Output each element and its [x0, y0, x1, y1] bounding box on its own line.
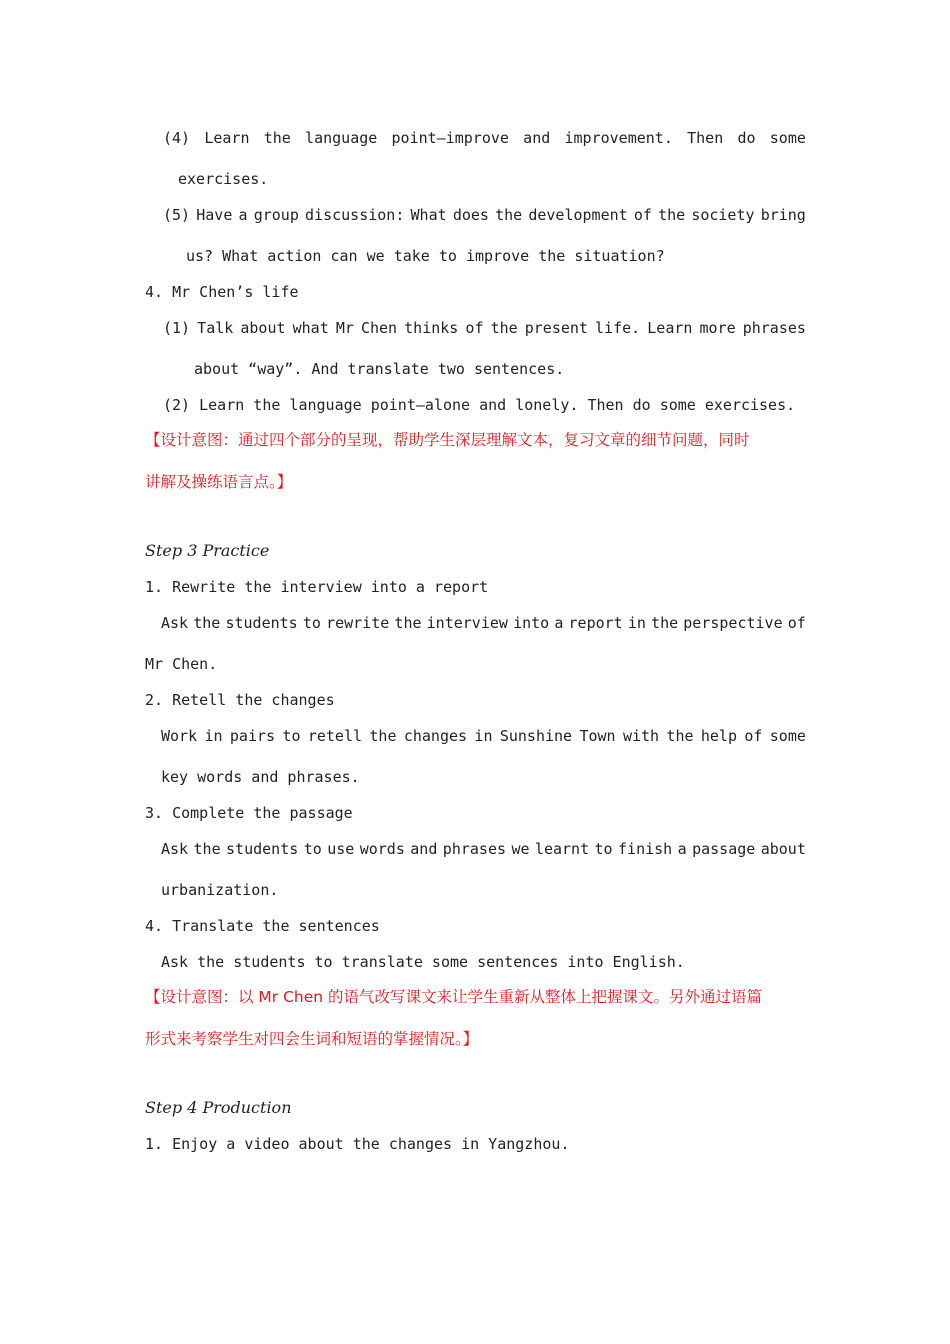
- design-note-1-line2: 讲解及操练语言点。】: [145, 473, 293, 491]
- step4-title: Step 4 Production: [145, 1098, 292, 1117]
- word: report: [568, 614, 623, 632]
- word: a: [554, 614, 564, 632]
- word: help: [700, 727, 737, 745]
- word: finish: [618, 840, 673, 858]
- item4-line2: exercises.: [178, 170, 269, 188]
- heading-mr-chen-life: 4. Mr Chen’s life: [145, 283, 299, 301]
- word: What: [410, 206, 447, 224]
- word: and: [410, 840, 438, 858]
- word: does: [452, 206, 489, 224]
- word: bring: [760, 206, 806, 224]
- word: Learn: [647, 319, 693, 337]
- word: group: [253, 206, 299, 224]
- step3-p1-line2: Mr Chen.: [145, 655, 218, 673]
- word: perspective: [683, 614, 783, 632]
- word: more: [699, 319, 736, 337]
- word: some: [769, 129, 806, 147]
- word: in: [474, 727, 493, 745]
- word: students: [226, 840, 299, 858]
- word: to: [303, 840, 322, 858]
- word: changes: [403, 727, 468, 745]
- design-note-2-line2: 形式来考察学生对四会生词和短语的掌握情况。】: [145, 1030, 479, 1048]
- word: to: [282, 727, 301, 745]
- word: point—improve: [391, 129, 509, 147]
- word: some: [769, 727, 806, 745]
- word: (5): [163, 206, 191, 224]
- word: Talk: [197, 319, 234, 337]
- word: Ask: [161, 840, 189, 858]
- word: language: [305, 129, 378, 147]
- step3-h2: 2. Retell the changes: [145, 691, 335, 709]
- word: (4): [163, 129, 191, 147]
- word: the: [658, 206, 686, 224]
- item5-line2: us? What action can we take to improve the situation?: [186, 247, 665, 265]
- word: do: [737, 129, 756, 147]
- word: to: [302, 614, 321, 632]
- word: use: [327, 840, 355, 858]
- word: the: [394, 614, 422, 632]
- sub1-line1: [163, 318, 806, 338]
- design-note-2-line1: 【设计意图：以 Mr Chen 的语气改写课文来让学生重新从整体上把握课文。另外通过语篇: [145, 988, 763, 1006]
- word: the: [495, 206, 523, 224]
- word: retell: [307, 727, 363, 745]
- step3-h3: 3. Complete the passage: [145, 804, 353, 822]
- word: interview: [426, 614, 508, 632]
- word: and: [523, 129, 551, 147]
- word: development: [528, 206, 628, 224]
- word: Have: [196, 206, 233, 224]
- word: of: [787, 614, 806, 632]
- word: present: [524, 319, 588, 337]
- word: a: [238, 206, 248, 224]
- step3-p1-line1: [161, 613, 806, 633]
- step3-p3-line1: [161, 839, 806, 859]
- word: about: [240, 319, 286, 337]
- word: passage: [692, 840, 756, 858]
- word: of: [633, 206, 652, 224]
- word: words: [359, 840, 405, 858]
- sub1-line2: about “way”. And translate two sentences.: [194, 360, 565, 378]
- word: to: [594, 840, 613, 858]
- word: learnt: [534, 840, 590, 858]
- word: what: [292, 319, 329, 337]
- word: Work: [161, 727, 198, 745]
- word: in: [627, 614, 646, 632]
- step3-p4-line1: Ask the students to translate some sentences into English.: [161, 953, 685, 971]
- word: discussion:: [305, 206, 405, 224]
- word: Then: [687, 129, 724, 147]
- step4-h1: 1. Enjoy a video about the changes in Yangzhou.: [145, 1135, 570, 1153]
- word: in: [204, 727, 223, 745]
- word: the: [666, 727, 694, 745]
- sub2-line1: (2) Learn the language point—alone and lonely. Then do some exercises.: [163, 396, 796, 414]
- item5-line1: [163, 205, 806, 225]
- word: the: [193, 614, 221, 632]
- word: with: [622, 727, 660, 745]
- word: the: [651, 614, 679, 632]
- word: Mr: [335, 319, 354, 337]
- step3-p2-line2: key words and phrases.: [161, 768, 360, 786]
- word: about: [760, 840, 806, 858]
- word: Learn: [204, 129, 250, 147]
- word: phrases: [742, 319, 806, 337]
- word: a: [677, 840, 687, 858]
- word: pairs: [229, 727, 276, 745]
- item4-line1: [163, 128, 806, 148]
- word: society: [691, 206, 755, 224]
- step3-p3-line2: urbanization.: [161, 881, 279, 899]
- word: the: [193, 840, 221, 858]
- word: Sunshine: [499, 727, 573, 745]
- word: Ask: [161, 614, 189, 632]
- word: the: [369, 727, 397, 745]
- step3-title: Step 3 Practice: [145, 541, 270, 560]
- word: improvement.: [564, 129, 673, 147]
- word: of: [465, 319, 484, 337]
- step3-h1: 1. Rewrite the interview into a report: [145, 578, 489, 596]
- word: Chen: [360, 319, 398, 337]
- word: we: [511, 840, 530, 858]
- word: phrases: [442, 840, 507, 858]
- word: thinks: [404, 319, 459, 337]
- word: life.: [595, 319, 641, 337]
- design-note-1-line1: 【设计意图：通过四个部分的呈现，帮助学生深层理解文本，复习文章的细节问题，同时: [145, 431, 750, 449]
- step3-h4: 4. Translate the sentences: [145, 917, 380, 935]
- word: the: [490, 319, 518, 337]
- word: students: [225, 614, 298, 632]
- word: the: [263, 129, 291, 147]
- word: (1): [163, 319, 191, 337]
- word: of: [744, 727, 763, 745]
- word: Town: [579, 727, 616, 745]
- word: rewrite: [326, 614, 390, 632]
- step3-p2-line1: [161, 726, 806, 746]
- word: into: [513, 614, 550, 632]
